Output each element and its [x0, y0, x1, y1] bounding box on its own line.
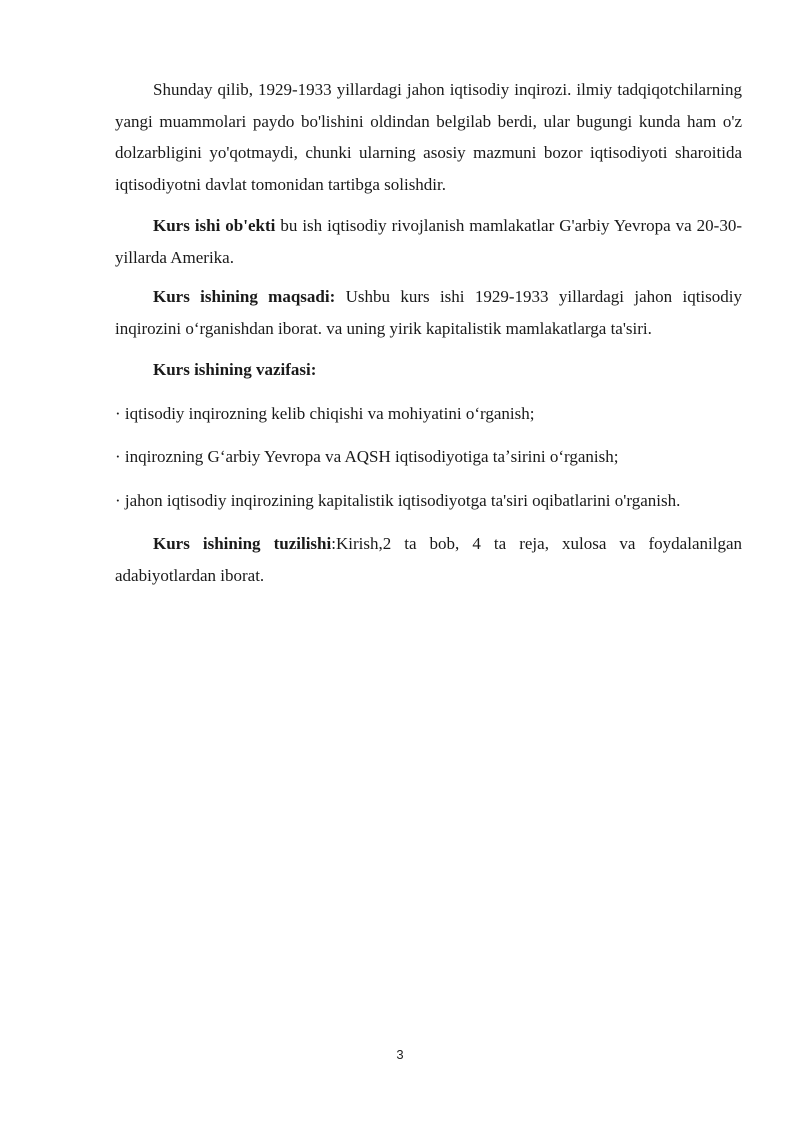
document-page: [115, 74, 742, 591]
structure-text: :Kirish,2 ta bob, 4 ta reja, xulosa va foydalanilgan adabiyotlardan iborat.: [115, 534, 742, 585]
goal-paragraph: [115, 281, 742, 344]
goal-label: Kurs ishining maqsadi:: [153, 287, 336, 306]
object-label: Kurs ishi ob'ekti: [153, 216, 276, 235]
page-number: 3: [396, 1047, 404, 1062]
goal-text: Ushbu kurs ishi 1929-1933 yillardagi jahon iqtisodiy inqirozini oʻrganishdan iborat. va uning yirik kapitalistik mamlakatlarga ta'siri.: [115, 287, 742, 338]
task-item: · jahon iqtisodiy inqirozining kapitalistik iqtisodiyotga ta'siri oqibatlarini o'rganish.: [115, 490, 681, 510]
intro-paragraph: Shunday qilib, 1929-1933 yillardagi jahon iqtisodiy inqirozi. ilmiy tadqiqotchilarning yangi muammolari paydo bo'lishini oldindan belgilab berdi, ular bugungi kunda ham o'z dolzarbligini yo'qotmaydi, chunki ularning asosiy mazmuni bozor iqtisodiyoti sharoitida iqtisodiyotni davlat tomonidan tartibga solishdir.: [115, 80, 742, 194]
object-paragraph: [115, 210, 742, 273]
task-item: · inqirozning Gʻarbiy Yevropa va AQSH iqtisodiyotiga taʼsirini oʻrganish;: [115, 447, 619, 466]
structure-paragraph: [115, 528, 742, 591]
tasks-heading: Kurs ishining vazifasi:: [153, 360, 317, 379]
object-text: bu ish iqtisodiy rivojlanish mamlakatlar G'arbiy Yevropa va 20-30-yillarda Amerika.: [115, 216, 742, 267]
structure-label: Kurs ishining tuzilishi: [153, 534, 332, 553]
task-item: · iqtisodiy inqirozning kelib chiqishi va mohiyatini oʻrganish;: [115, 403, 535, 423]
